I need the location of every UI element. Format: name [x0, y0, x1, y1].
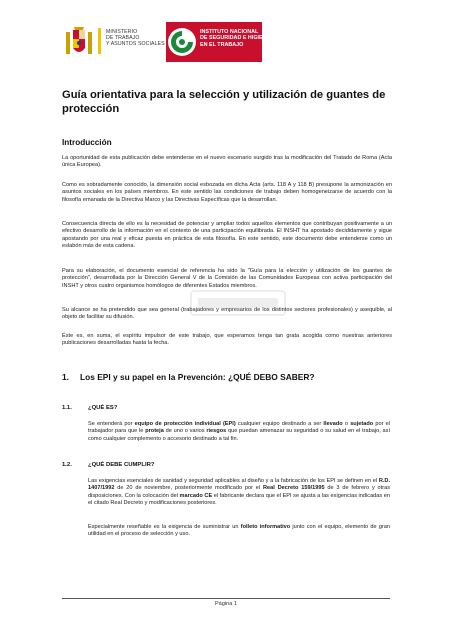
spain-coat-of-arms-icon: [64, 26, 94, 58]
institute-line: INSTITUTO NACIONAL: [200, 29, 259, 35]
text-run: Las exigencias esenciales de sanidad y seguridad aplicables al diseño y a la fabricación de los EPI se definen en el: [88, 478, 379, 484]
subsection-number: 1.2.: [62, 462, 72, 468]
ministry-line: DE TRABAJO: [106, 35, 140, 42]
requirements-paragraph: [88, 478, 390, 507]
text-run: junto con el equipo, elemento de gran utilidad en el proceso de selección y uso.: [88, 524, 390, 538]
subsection-number: 1.1.: [62, 405, 72, 411]
bold-term: sujetado: [350, 421, 374, 427]
document-title: Guía orientativa para la selección y utilización de guantes de protección: [62, 89, 386, 115]
ministry-line: MINISTERIO: [106, 29, 138, 35]
text-run: que puedan amenazar su seguridad o su salud en el trabajo, así como cualquier complemento o accesorio destinado a tal fin.: [88, 428, 390, 442]
intro-paragraph-6: Éste es, en suma, el espíritu impulsor de este trabajo, que esperamos tenga tan grata acogida como nuestras anteriores publicaciones desarrolladas hasta la fecha.: [62, 333, 392, 347]
text-run: o: [342, 421, 351, 427]
bold-term: llevado: [323, 421, 343, 427]
subsection-1-1-heading: [62, 405, 117, 411]
text-run: Se entenderá por: [88, 421, 135, 427]
section-title: Los EPI y su papel en la Prevención: ¿QUÉ DEBO SABER?: [80, 372, 315, 382]
text-run: el fabricante declara que el EPI se ajusta a las exigencias indicadas en el citado Real Decreto y modificaciones posteriores.: [88, 492, 390, 506]
bold-term: marcado CE: [179, 492, 213, 499]
intro-paragraph-2: Como es sobradamente conocido, la dimensión social esbozada en dicha Acta (arts. 118 A y 118 B) presupone la armonización en asuntos sociales en los países miembros. En este sentido las condiciones de trabajo deben homogeneizarse de acuerdo con la filosofía emanada de la Directiva Marco y las Directivas Específicas que la desarrollan.: [62, 182, 392, 203]
section-number: 1.: [62, 372, 69, 382]
ministry-line: Y ASUNTOS SOCIALES: [106, 41, 165, 48]
bold-term: proteja: [145, 428, 164, 435]
footer-divider: [62, 598, 390, 599]
intro-paragraph-3: Consecuencia directa de ello es la necesidad de potenciar y ampliar todos aquellos elementos que contribuyan positivamente a un efectivo desarrollo de la información en el contexto de una participación equilibrada. El INSHT ha apostado decididamente y sigue apostando por una real y eficaz puesta en práctica de esta filosofía. En este sentido, este documento debe entenderse como un eslabón más de esta cadena.: [62, 221, 392, 249]
text-run: de uno o varios: [163, 428, 207, 435]
watermark-stamp: [190, 290, 286, 316]
bold-term: equipo de protección individual (EPI): [134, 421, 236, 427]
subsection-title: ¿QUÉ DEBE CUMPLIR?: [88, 462, 155, 468]
bold-term: folleto informativo: [240, 524, 291, 530]
text-run: de 20 de noviembre, posteriormente modificado por el: [114, 485, 263, 492]
introduction-heading: Introducción: [62, 138, 112, 147]
text-run: por el trabajador para que le: [88, 421, 390, 435]
institute-line: DE SEGURIDAD E HIGIENE: [200, 35, 271, 42]
intro-paragraph-5: Su alcance se ha pretendido que sea general (trabajadores y empresarios de los distintos sectores profesionales) y asequible, al objeto de facilitar su difusión.: [62, 307, 392, 321]
section-1-heading: [62, 372, 402, 382]
text-run: cualquier equipo destinado a ser: [235, 421, 324, 427]
definition-paragraph: [88, 421, 390, 443]
insht-logo-icon: [167, 27, 197, 57]
letterhead: [62, 20, 422, 66]
bold-term: riesgos: [206, 428, 227, 435]
leaflet-paragraph: [88, 524, 390, 539]
bold-term: R.D. 1407/1992: [88, 478, 390, 492]
subsection-1-2-heading: [62, 462, 154, 468]
bold-term: Real Decreto 159/1995: [262, 485, 325, 492]
ministry-name: [106, 29, 165, 48]
page-number: Página 1: [214, 601, 238, 607]
intro-paragraph-4: Para su elaboración, el documento esencial de referencia ha sido la "Guía para la elección y utilización de los guantes de protección", desarrollada por la Dirección General V de la Comisión de las Comunidades Europeas con activa participación del INSHT y otros cuatro organismos homólogos de diferentes Estados miembros.: [62, 268, 392, 289]
institute-name: [200, 29, 270, 48]
subsection-title: ¿QUÉ ES?: [88, 405, 118, 411]
text-run: de 3 de febrero y otras disposiciones. Con la colocación del: [88, 485, 390, 499]
intro-paragraph-1: La oportunidad de esta publicación debe entenderse en el nuevo escenario surgido tras la modificación del Tratado de Roma (Acta única Europea).: [62, 155, 392, 169]
ministry-color-bar: [98, 28, 101, 54]
institute-line: EN EL TRABAJO: [200, 41, 244, 48]
text-run: Especialmente reseñable es la exigencia de suministrar un: [88, 524, 241, 530]
